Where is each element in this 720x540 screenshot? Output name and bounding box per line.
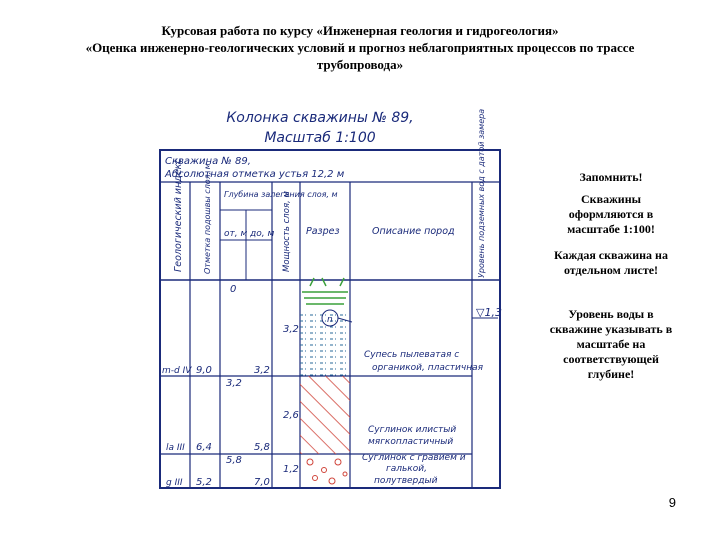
section-gravel — [307, 459, 347, 484]
layer-1-elevation: 9,0 — [196, 365, 212, 376]
layer-1-thickness: 3,2 — [283, 324, 299, 335]
layer-2-from: 3,2 — [226, 378, 242, 389]
col-depth-to: до, м — [250, 229, 275, 239]
layer-1-desc-2: органикой, пластичная — [372, 363, 484, 373]
layer-3-thickness: 1,2 — [283, 464, 299, 475]
layer-2-desc-1: Суглинок илистый — [368, 425, 457, 435]
layer-3-index: g III — [166, 478, 183, 488]
info-line-1: Скважина № 89, — [165, 156, 251, 167]
section-vegetation — [302, 278, 348, 304]
col-description: Описание пород — [372, 226, 455, 237]
borehole-title-line-1: Колонка скважины № 89, — [226, 110, 414, 126]
layer-2-desc-2: мягкопластичный — [368, 437, 454, 447]
layer-2-index: la III — [166, 443, 185, 453]
water-level-label: ▽1,3 — [476, 306, 502, 319]
note-remember: Запомнить! — [579, 170, 643, 184]
col-depth-from: от, м — [224, 229, 248, 239]
header-line-3: трубопровода» — [316, 57, 404, 72]
note-water-level: Уровень воды в скважине указывать в масштабе на соответствующей глубине! — [549, 307, 673, 381]
section-loam-hatch — [300, 376, 350, 454]
col-geo-index: Геологический индекс — [173, 158, 184, 272]
layer-1-index: m-d IV — [162, 366, 192, 376]
layer-2-thickness: 2,6 — [283, 410, 299, 421]
col-thickness: Отметка подошвы слоя, м — [203, 163, 212, 274]
section-sandy-loam-water — [300, 312, 350, 376]
layer-3-elevation: 5,2 — [196, 477, 212, 488]
layer-3-to: 7,0 — [254, 477, 270, 488]
top-mark: 0 — [230, 284, 237, 295]
layer-3-from: 5,8 — [226, 455, 242, 466]
header-line-2: «Оценка инженерно-геологических условий и прогноз неблагоприятных процессов по трассе — [85, 40, 635, 55]
col-layer-thickness: Мощность слоя, м — [282, 191, 292, 272]
layer-1-desc-1: Супесь пылеватая с — [364, 350, 460, 360]
note-separate-sheet: Каждая скважина на отдельном листе! — [554, 248, 668, 277]
layer-2-to: 5,8 — [254, 442, 270, 453]
col-section: Разрез — [306, 226, 340, 237]
col-water-level: Уровень подземных вод с датой замера — [477, 108, 486, 278]
page-number: 9 — [668, 495, 676, 510]
info-line-2: Абсолютная отметка устья 12,2 м — [165, 169, 345, 180]
borehole-title-line-2: Масштаб 1:100 — [264, 130, 376, 146]
col-depth: Глубина залегания слоя, м — [224, 190, 338, 199]
layer-3-desc-2: галькой, — [386, 464, 427, 474]
layer-2-elevation: 6,4 — [196, 442, 212, 453]
note-scale: Скважины оформляются в масштабе 1:100! — [567, 192, 655, 236]
layer-1-to: 3,2 — [254, 365, 270, 376]
layer-3-desc-1: Суглинок с гравием и — [362, 453, 466, 463]
layer-3-desc-3: полутвердый — [374, 476, 438, 486]
header-line-1: Курсовая работа по курсу «Инженерная геология и гидрогеология» — [161, 23, 559, 38]
sample-mark-label: n — [327, 315, 333, 325]
